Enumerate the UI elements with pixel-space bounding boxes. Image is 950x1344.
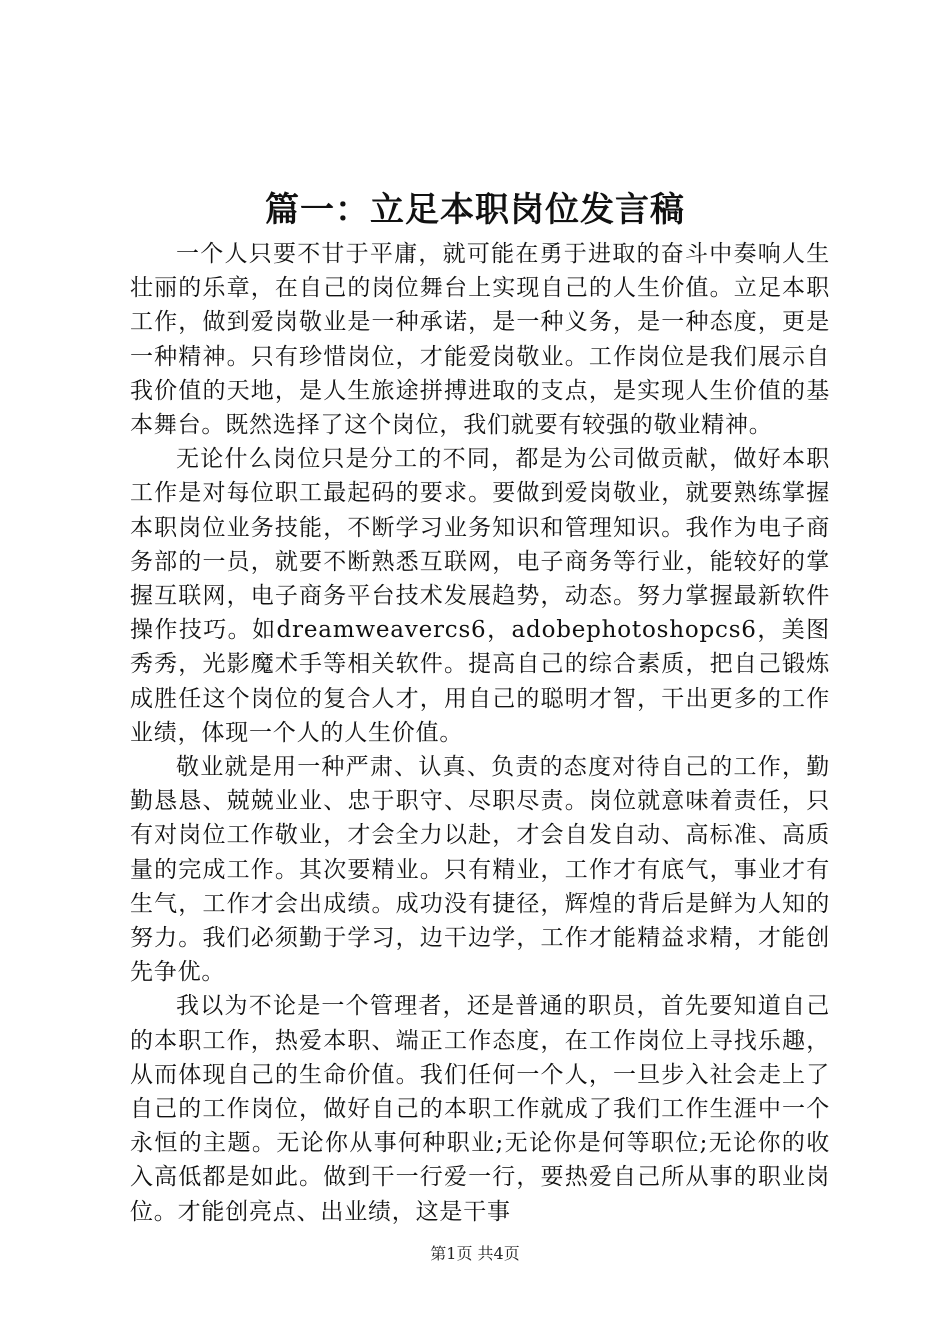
document-title: 篇一：立足本职岗位发言稿 — [265, 190, 685, 230]
page-number-footer: 第1页 共4页 — [430, 1244, 520, 1263]
paragraph-3: 敬业就是用一种严肃、认真、负责的态度对待自己的工作，勤勤恳恳、兢兢业业、忠于职守、尽职尽责。岗位就意味着责任，只有对岗位工作敬业，才会全力以赴，才会自发自动、高标准、高质量的完成工作。其次要精业。只有精业，工作才有底气，事业才有生气，工作才会出成绩。成功没有捷径，辉煌的背后是鲜为人知的努力。我们必须勤于学习，边干边学，工作才能精益求精，才能创先争优。 — [130, 754, 830, 986]
paragraph-2: 无论什么岗位只是分工的不同，都是为公司做贡献，做好本职工作是对每位职工最起码的要求。要做到爱岗敬业，就要熟练掌握本职岗位业务技能，不断学习业务知识和管理知识。我作为电子商务部的一员，就要不断熟悉互联网，电子商务等行业，能较好的掌握互联网，电子商务平台技术发展趋势，动态。努力掌握最新软件操作技巧。如dreamweavercs6，adobephotoshopcs6，美图秀秀，光影魔术手等相关软件。提高自己的综合素质，把自己锻炼成胜任这个岗位的复合人才，用自己的聪明才智，干出更多的工作业绩，体现一个人的人生价值。 — [130, 446, 830, 746]
paragraph-4: 我以为不论是一个管理者，还是普通的职员，首先要知道自己的本职工作，热爱本职、端正工作态度，在工作岗位上寻找乐趣，从而体现自己的生命价值。我们任何一个人，一旦步入社会走上了自己的工作岗位，做好自己的本职工作就成了我们工作生涯中一个永恒的主题。无论你从事何种职业;无论你是何等职位;无论你的收入高低都是如此。做到干一行爱一行，要热爱自己所从事的职业岗位。才能创亮点、出业绩，这是干事 — [130, 993, 830, 1225]
document-body — [130, 237, 830, 1229]
paragraph-1: 一个人只要不甘于平庸，就可能在勇于进取的奋斗中奏响人生壮丽的乐章，在自己的岗位舞台上实现自己的人生价值。立足本职工作，做到爱岗敬业是一种承诺，是一种义务，是一种态度，更是一种精神。只有珍惜岗位，才能爱岗敬业。工作岗位是我们展示自我价值的天地，是人生旅途拼搏进取的支点，是实现人生价值的基本舞台。既然选择了这个岗位，我们就要有较强的敬业精神。 — [130, 241, 830, 439]
